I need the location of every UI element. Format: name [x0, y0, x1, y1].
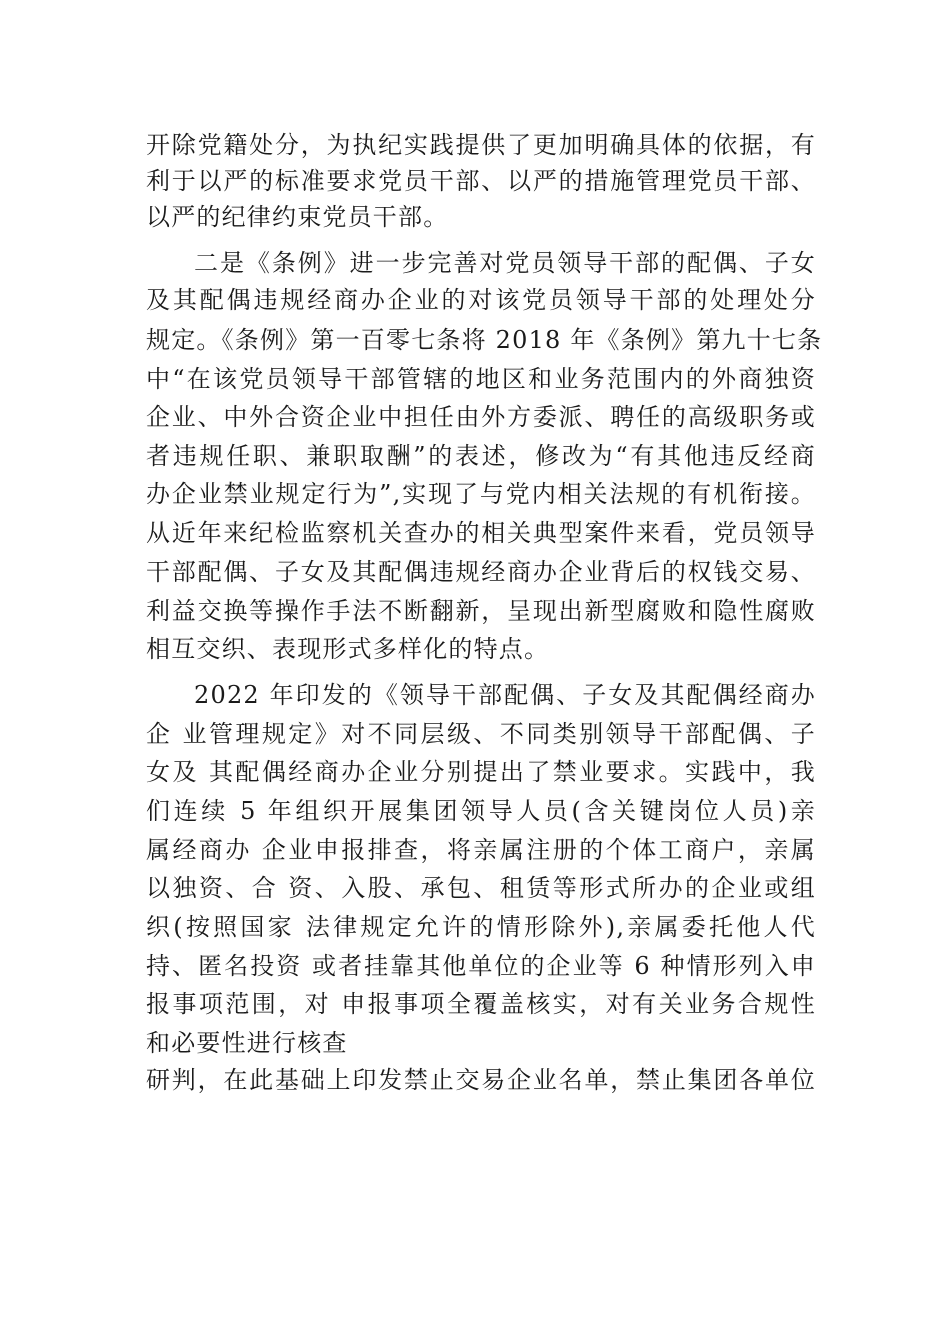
- text-line: 企业、中外合资企业中担任由外方委派、聘任的高级职务或: [146, 403, 816, 431]
- text-line: 企 业管理规定》对不同层级、不同类别领导干部配偶、子: [146, 720, 816, 748]
- text-line: 办企业禁业规定行为”,实现了与党内相关法规的有机衔接。: [146, 480, 816, 508]
- text-line: 们连续 5 年组织开展集团领导人员(含关键岗位人员)亲: [146, 797, 816, 825]
- text-line: 和必要性进行核查: [146, 1029, 348, 1057]
- text-line: 持、匿名投资 或者挂靠其他单位的企业等 6 种情形列入申: [146, 952, 816, 980]
- text-line: 女及 其配偶经商办企业分别提出了禁业要求。实践中，我: [146, 758, 816, 786]
- text-line: 二是《条例》进一步完善对党员领导干部的配偶、子女: [194, 249, 816, 277]
- text-line: 以独资、合 资、入股、承包、租赁等形式所办的企业或组: [146, 874, 816, 902]
- text-line: 2022 年印发的《领导干部配偶、子女及其配偶经商办: [194, 681, 816, 709]
- text-line: 利益交换等操作手法不断翻新，呈现出新型腐败和隐性腐败: [146, 597, 816, 625]
- text-line: 报事项范围，对 申报事项全覆盖核实，对有关业务合规性: [146, 990, 816, 1018]
- text-line: 织(按照国家 法律规定允许的情形除外),亲属委托他人代: [146, 913, 816, 941]
- text-line: 者违规任职、兼职取酬”的表述，修改为“有其他违反经商: [146, 442, 816, 470]
- text-line: 以严的纪律约束党员干部。: [146, 203, 449, 231]
- text-line: 从近年来纪检监察机关查办的相关典型案件来看，党员领导: [146, 519, 816, 547]
- text-line: 研判，在此基础上印发禁止交易企业名单，禁止集团各单位: [146, 1066, 816, 1094]
- text-line: 开除党籍处分，为执纪实践提供了更加明确具体的依据，有: [146, 131, 816, 159]
- text-line: 属经商办 企业申报排查，将亲属注册的个体工商户，亲属: [146, 836, 816, 864]
- text-line: 规定。《条例》第一百零七条将 2018 年《条例》第九十七条: [146, 326, 823, 354]
- text-line: 干部配偶、子女及其配偶违规经商办企业背后的权钱交易、: [146, 558, 816, 586]
- text-line: 及其配偶违规经商办企业的对该党员领导干部的处理处分: [146, 286, 816, 314]
- text-line: 利于以严的标准要求党员干部、以严的措施管理党员干部、: [146, 167, 816, 195]
- text-line: 相互交织、表现形式多样化的特点。: [146, 635, 550, 663]
- text-line: 中“在该党员领导干部管辖的地区和业务范围内的外商独资: [146, 365, 816, 393]
